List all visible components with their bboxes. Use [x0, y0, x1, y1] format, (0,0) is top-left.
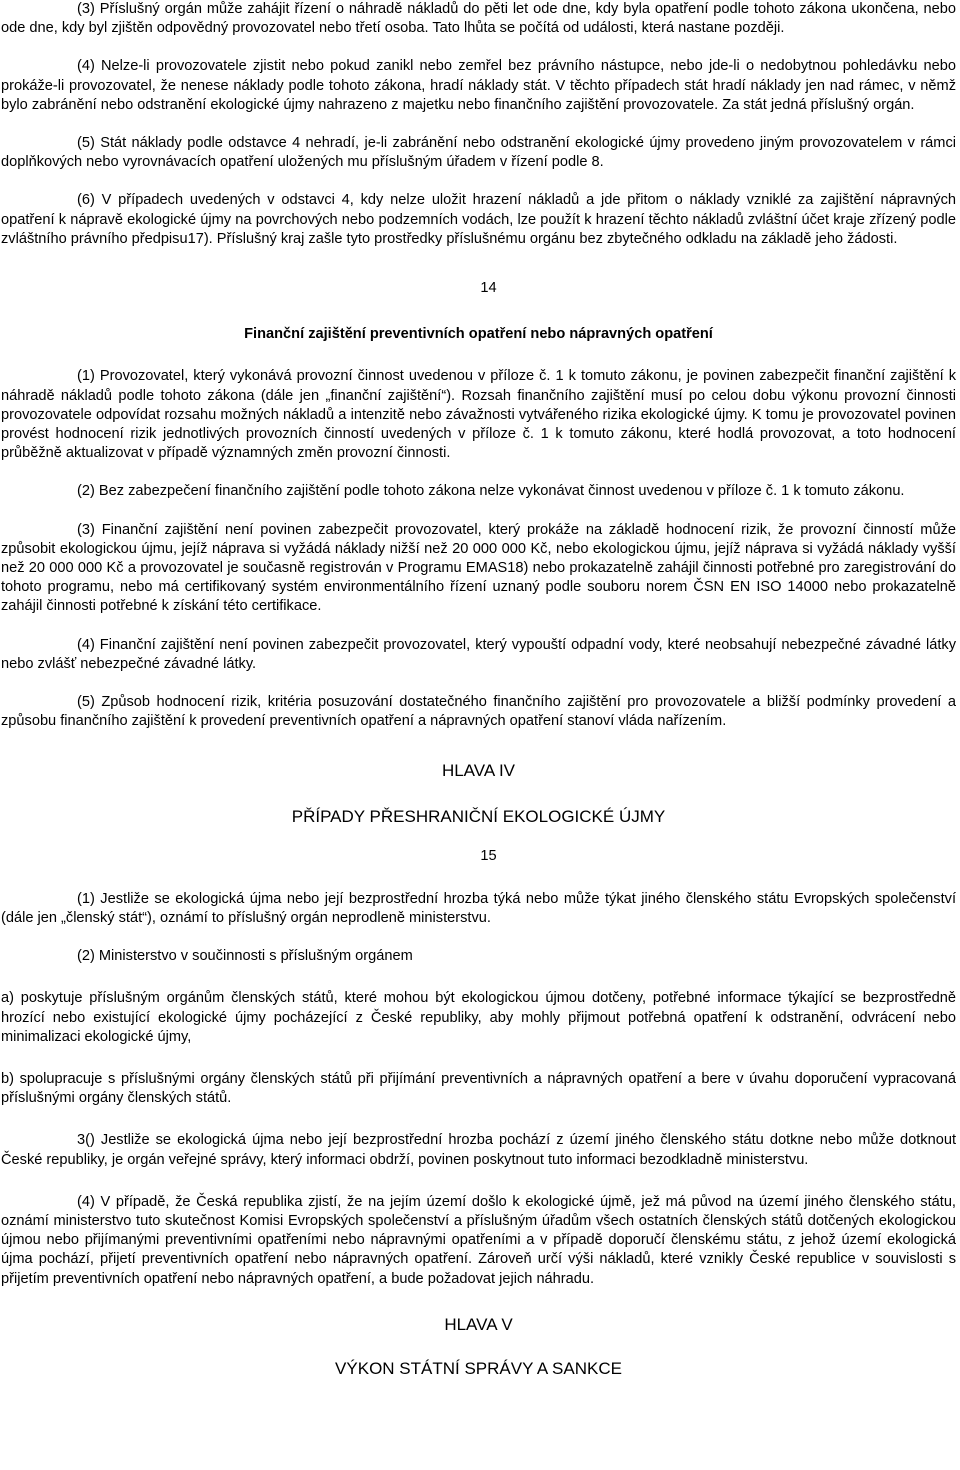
section-14-title: Finanční zajištění preventivních opatření nebo nápravných opatření [244, 326, 713, 343]
paragraph-15-4: (4) V případě, že Česká republika zjistí, že na jejím území došlo k ekologické újmě, jež má původ na území jiného členského státu, oznámí ministerstvo tuto skutečnost Komisi Evropských společenství a příslušným úřadům všech ostatních členských států dotčených ekologickou újmou nebo přijímanými preventivními opatřeními nebo nápravnými opatřeními a v případě doporučí členskému státu, z jehož území ekologická újma pochází, přijetí preventivních opatření nebo nápravných opatření. Zároveň určí výši nákladů, které vznikly České republice v souvislosti s přijetím preventivních opatření nebo nápravných opatření, a bude požadovat jejich náhradu. [1, 1193, 956, 1287]
paragraph-14-5: (5) Způsob hodnocení rizik, kritéria posuzování dostatečného finančního zajištění pro provozovatele a bližší podmínky provedení a způsobu finančního zajištění k provedení preventivních opatření a nápravných opatření stanoví vláda nařízením. [1, 694, 956, 730]
paragraph-13-4: (4) Nelze-li provozovatele zjistit nebo pokud zanikl nebo zemřel bez právního nástupce, nebo jde-li o nedobytnou pohledávku nebo prokáže-li provozovatel, že nenese náklady podle tohoto zákona, hradí náklady stát. V těchto případech stát hradí náklady jen nad rámec, v němž bylo zabránění nebo odstranění ekologické újmy nahrazeno z majetku nebo finančního zajištění provozovatele. Za stát jedná příslušný orgán. [1, 58, 956, 113]
paragraph-15-3: 3() Jestliže se ekologická újma nebo její bezprostřední hrozba pochází z území jiného členského státu dotkne nebo může dotknout České republiky, je orgán veřejné správy, který informaci obdrží, povinen poskytnout tuto informaci bezodkladně ministerstvu. [1, 1132, 956, 1168]
paragraph-14-3: (3) Finanční zajištění není povinen zabezpečit provozovatel, který prokáže na základě hodnocení rizik, že provozní činností může způsobit ekologickou újmu, jejíž náprava si vyžádá náklady nižší než 20 000 000 Kč, nebo ekologickou újmu, jejíž náprava si vyžádá náklady vyšší než 20 000 000 Kč a provozovatel je současně registrován v Programu EMAS18) nebo prokazatelně zahájil činnosti potřebné pro zaregistrování do tohoto programu, nebo má certifikovaný systém environmentálního řízení uznaný podle souboru norem ČSN EN ISO 14000 nebo prokazatelně zahájil činnosti potřebné k získání této certifikace. [1, 521, 956, 615]
section-14-heading [1, 279, 956, 298]
paragraph-15-2: (2) Ministerstvo v součinnosti s příslušným orgánem [77, 948, 413, 965]
paragraph-13-6: (6) V případech uvedených v odstavci 4, kdy nelze uložit hrazení nákladů a jde přitom o náklady vzniklé za zajištění nápravných opatření k nápravě ekologické újmy na povrchových nebo podzemních vodách, lze použít k hrazení těchto nákladů zvláštní účet kraje zřízený podle zvláštního právního předpisu17). Příslušný kraj zašle tyto prostředky příslušnému orgánu bez zbytečného odkladu na základě jeho žádosti. [1, 192, 956, 247]
paragraph-14-4: (4) Finanční zajištění není povinen zabezpečit provozovatel, který vypouští odpadní vody, které neobsahují nebezpečné závadné látky nebo zvlášť nebezpečné závadné látky. [1, 636, 956, 672]
section-15-heading [1, 847, 956, 866]
chapter-4-label: HLAVA IV [441, 761, 516, 781]
paragraph-15-1: (1) Jestliže se ekologická újma nebo její bezprostřední hrozba týká nebo může týkat jiného členského státu Evropských společenství (dále jen „členský stát“), oznámí to příslušný orgán neprodleně ministerstvu. [1, 890, 956, 926]
section-number: 15 [480, 848, 497, 865]
paragraph-15-2a: a) poskytuje příslušným orgánům členských států, které mohou být ekologickou újmou dotčeny, potřebné informace týkající se bezprostředně hrozící nebo existující ekologické újmy pocházející z České republiky, aby mohly přijmout potřebná opatření k odstranění, odvrácení nebo minimalizaci ekologické újmy, [1, 990, 956, 1045]
section-number: 14 [480, 280, 497, 297]
paragraph-13-3: (3) Příslušný orgán může zahájit řízení o náhradě nákladů do pěti let ode dne, kdy byla opatření podle tohoto zákona ukončena, nebo ode dne, kdy byl zjištěn odpovědný provozovatel nebo třetí osoba. Tato lhůta se počítá od události, která nastane později. [1, 1, 956, 37]
paragraph-14-2: (2) Bez zabezpečení finančního zajištění podle tohoto zákona nelze vykonávat činnost uvedenou v příloze č. 1 k tomuto zákonu. [77, 483, 905, 500]
chapter-4-title: PŘÍPADY PŘESHRANIČNÍ EKOLOGICKÉ ÚJMY [291, 807, 666, 827]
chapter-5-title: VÝKON STÁTNÍ SPRÁVY A SANKCE [335, 1358, 622, 1378]
paragraph-14-1: (1) Provozovatel, který vykonává provozní činnost uvedenou v příloze č. 1 k tomuto zákonu, je povinen zabezpečit finanční zajištění k náhradě nákladů podle tohoto zákona (dále jen „finanční zajištění“). Rozsah finančního zajištění musí po celou dobu výkonu provozní činnosti provozovatele odpovídat rozsahu možných nákladů a intenzitě nebo závažnosti vytvářeného rizika ekologické újmy. K tomu je provozovatel povinen provést hodnocení rizik jednotlivých provozních činností uvedených v příloze č. 1 k tomuto zákonu, které hodlá provozovat, a toto hodnocení průběžně aktualizovat v případě významných změn provozní činnosti. [1, 368, 956, 462]
paragraph-15-2b: b) spolupracuje s příslušnými orgány členských států při přijímání preventivních a nápravných opatření a bere v úvahu doporučení vypracovaná příslušnými orgány členských států. [1, 1070, 956, 1107]
chapter-5-label: HLAVA V [444, 1314, 513, 1334]
paragraph-13-5: (5) Stát náklady podle odstavce 4 nehradí, je-li zabránění nebo odstranění ekologické újmy provedeno jiným provozovatelem v rámci doplňkových nebo vyrovnávacích opatření uložených mu příslušným úřadem v řízení podle 8. [1, 135, 956, 171]
